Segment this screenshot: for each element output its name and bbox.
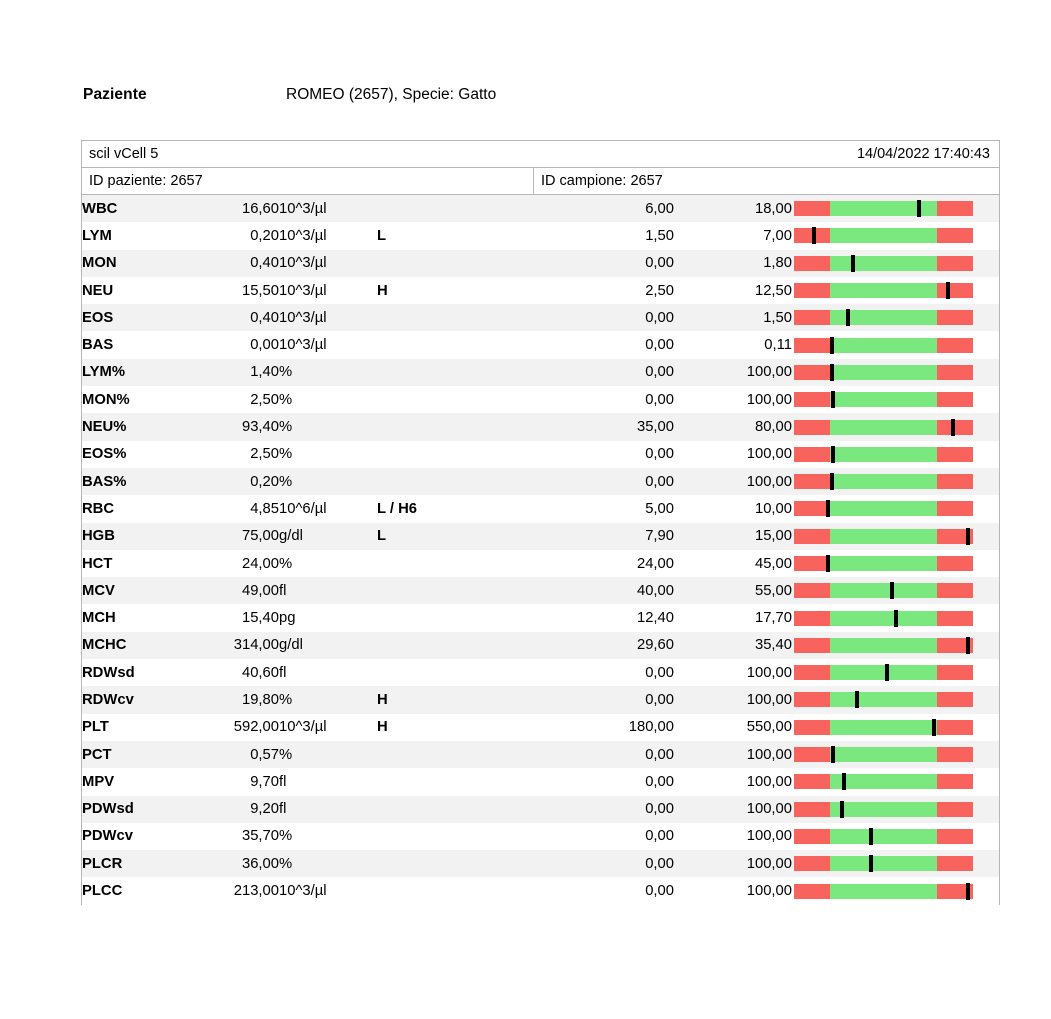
- range-bar: [794, 665, 973, 680]
- range-low: 0,00: [645, 746, 674, 763]
- analyte-value: 314,00: [233, 637, 279, 654]
- range-bar: [794, 692, 973, 707]
- analyte-value: 0,57: [250, 746, 279, 763]
- range-bar-in-range: [830, 611, 937, 626]
- range-bar-in-range: [830, 501, 937, 516]
- range-bar-cell: [792, 604, 999, 631]
- analyte-flag: [377, 441, 512, 468]
- analyte-name: MON%: [82, 391, 130, 408]
- analyte-name: PLT: [82, 719, 109, 736]
- range-bar-marker: [917, 200, 921, 217]
- range-high: 100,00: [746, 473, 792, 490]
- range-bar-in-range: [830, 529, 937, 544]
- range-low: 24,00: [636, 555, 674, 572]
- range-low: 0,00: [645, 446, 674, 463]
- report-meta-row: [82, 141, 999, 168]
- range-low: 0,00: [645, 364, 674, 381]
- analyte-name: NEU: [82, 282, 114, 299]
- range-bar-in-range: [830, 829, 937, 844]
- analyte-unit: pg: [279, 610, 296, 627]
- analyte-name: LYM%: [82, 364, 126, 381]
- analyte-value: 1,40: [250, 364, 279, 381]
- range-bar-marker: [851, 255, 855, 272]
- range-bar-in-range: [830, 747, 937, 762]
- range-high: 100,00: [746, 446, 792, 463]
- table-row: [82, 796, 999, 823]
- table-row: [82, 632, 999, 659]
- range-bar: [794, 720, 973, 735]
- analyzer-report-panel: [81, 140, 1000, 905]
- analyte-value: 35,70: [241, 828, 279, 845]
- analyte-name: HGB: [82, 528, 115, 545]
- analyte-flag: [377, 577, 512, 604]
- analyte-unit: fl: [279, 773, 287, 790]
- sample-id: ID campione: 2657: [541, 172, 663, 189]
- range-bar-cell: [792, 877, 999, 904]
- range-bar-in-range: [830, 556, 937, 571]
- table-row: [82, 304, 999, 331]
- range-bar-cell: [792, 523, 999, 550]
- range-bar-cell: [792, 222, 999, 249]
- analyte-unit: %: [279, 419, 293, 436]
- analyte-flag: L / H6: [377, 500, 418, 517]
- range-bar: [794, 392, 973, 407]
- range-low: 0,00: [645, 801, 674, 818]
- range-bar-marker: [831, 391, 835, 408]
- analyte-name: HCT: [82, 555, 113, 572]
- analyte-name: WBC: [82, 200, 118, 217]
- table-row: [82, 195, 999, 222]
- range-low: 2,50: [645, 282, 674, 299]
- analyte-name: PCT: [82, 746, 112, 763]
- range-high: 100,00: [746, 364, 792, 381]
- range-low: 7,90: [645, 528, 674, 545]
- report-datetime: 14/04/2022 17:40:43: [856, 146, 990, 162]
- range-high: 7,00: [763, 227, 792, 244]
- range-low: 0,00: [645, 664, 674, 681]
- range-bar-marker: [966, 883, 970, 900]
- analyte-unit: fl: [279, 801, 287, 818]
- range-bar-in-range: [830, 283, 937, 298]
- range-high: 100,00: [746, 801, 792, 818]
- analyte-unit: %: [279, 446, 293, 463]
- range-bar-marker: [946, 282, 950, 299]
- range-bar-in-range: [830, 583, 937, 598]
- table-row: [82, 604, 999, 631]
- range-bar-cell: [792, 632, 999, 659]
- analyte-value: 213,00: [233, 883, 279, 900]
- analyte-value: 40,60: [241, 664, 279, 681]
- range-bar-marker: [830, 337, 834, 354]
- analyte-value: 2,50: [250, 391, 279, 408]
- range-bar: [794, 474, 973, 489]
- range-bar-marker: [812, 227, 816, 244]
- table-row: [82, 386, 999, 413]
- range-high: 55,00: [754, 582, 792, 599]
- range-bar: [794, 338, 973, 353]
- table-row: [82, 359, 999, 386]
- range-low: 0,00: [645, 309, 674, 326]
- analyte-value: 2,50: [250, 446, 279, 463]
- analyte-name: MCH: [82, 610, 116, 627]
- range-low: 0,00: [645, 691, 674, 708]
- range-bar-marker: [885, 664, 889, 681]
- analyte-name: NEU%: [82, 419, 127, 436]
- range-bar-cell: [792, 468, 999, 495]
- range-bar-cell: [792, 386, 999, 413]
- range-bar-marker: [966, 637, 970, 654]
- range-bar-marker: [830, 473, 834, 490]
- patient-id: ID paziente: 2657: [82, 168, 534, 195]
- range-bar-in-range: [830, 720, 937, 735]
- analyte-unit: %: [279, 746, 293, 763]
- table-row: [82, 577, 999, 604]
- range-low: 0,00: [645, 473, 674, 490]
- analyte-flag: [377, 632, 512, 659]
- analyte-value: 9,70: [250, 773, 279, 790]
- range-bar-cell: [792, 850, 999, 877]
- analyte-flag: [377, 250, 512, 277]
- range-high: 100,00: [746, 773, 792, 790]
- analyte-name: EOS%: [82, 446, 127, 463]
- analyte-flag: L: [377, 528, 387, 545]
- analyte-flag: [377, 359, 512, 386]
- patient-value: ROMEO (2657), Specie: Gatto: [286, 86, 497, 103]
- range-bar-cell: [792, 331, 999, 358]
- analyte-value: 0,20: [250, 227, 279, 244]
- range-high: 1,50: [763, 309, 792, 326]
- range-bar-cell: [792, 441, 999, 468]
- range-high: 0,11: [764, 337, 792, 354]
- range-bar-in-range: [830, 338, 937, 353]
- range-bar: [794, 884, 973, 899]
- range-high: 550,00: [746, 719, 792, 736]
- range-bar: [794, 201, 973, 216]
- analyte-unit: 10^6/µl: [279, 500, 327, 517]
- analyte-flag: [377, 768, 512, 795]
- analyte-name: BAS: [82, 337, 114, 354]
- range-low: 0,00: [645, 255, 674, 272]
- range-bar-marker: [951, 419, 955, 436]
- results-table: [82, 195, 999, 905]
- analyte-flag: [377, 796, 512, 823]
- range-bar-in-range: [830, 638, 937, 653]
- range-bar-cell: [792, 195, 999, 222]
- table-row: [82, 495, 999, 522]
- analyte-unit: %: [279, 473, 293, 490]
- range-bar: [794, 501, 973, 516]
- range-bar-marker: [831, 446, 835, 463]
- range-low: 6,00: [645, 200, 674, 217]
- range-high: 80,00: [754, 419, 792, 436]
- patient-label: Paziente: [83, 86, 147, 103]
- table-row: [82, 277, 999, 304]
- analyte-flag: [377, 468, 512, 495]
- table-row: [82, 550, 999, 577]
- analyte-value: 49,00: [241, 582, 279, 599]
- range-low: 40,00: [636, 582, 674, 599]
- range-bar-in-range: [830, 256, 937, 271]
- analyte-unit: g/dl: [279, 528, 303, 545]
- range-bar-cell: [792, 714, 999, 741]
- range-bar-in-range: [830, 692, 937, 707]
- range-low: 12,40: [636, 610, 674, 627]
- range-bar-cell: [792, 359, 999, 386]
- analyte-name: RDWsd: [82, 664, 135, 681]
- table-row: [82, 523, 999, 550]
- range-high: 10,00: [754, 500, 792, 517]
- analyte-name: MCV: [82, 582, 115, 599]
- table-row: [82, 250, 999, 277]
- analyte-unit: fl: [279, 664, 287, 681]
- range-bar: [794, 310, 973, 325]
- range-low: 5,00: [645, 500, 674, 517]
- range-bar-in-range: [830, 447, 937, 462]
- analyte-value: 15,40: [241, 610, 279, 627]
- range-bar: [794, 829, 973, 844]
- range-low: 0,00: [645, 391, 674, 408]
- range-high: 100,00: [746, 883, 792, 900]
- analyte-value: 9,20: [250, 801, 279, 818]
- analyte-flag: [377, 386, 512, 413]
- range-bar: [794, 283, 973, 298]
- range-bar: [794, 420, 973, 435]
- range-bar-marker: [826, 555, 830, 572]
- device-name: scil vCell 5: [89, 146, 159, 162]
- analyte-flag: [377, 659, 512, 686]
- range-bar-cell: [792, 304, 999, 331]
- range-bar-cell: [792, 550, 999, 577]
- analyte-name: RDWcv: [82, 691, 134, 708]
- range-high: 45,00: [754, 555, 792, 572]
- range-bar: [794, 556, 973, 571]
- range-bar-in-range: [830, 392, 937, 407]
- range-bar-marker: [890, 582, 894, 599]
- range-bar-cell: [792, 796, 999, 823]
- range-bar-marker: [840, 801, 844, 818]
- analyte-unit: 10^3/µl: [279, 200, 327, 217]
- analyte-flag: [377, 823, 512, 850]
- range-high: 15,00: [754, 528, 792, 545]
- range-bar: [794, 774, 973, 789]
- range-bar: [794, 365, 973, 380]
- analyte-unit: 10^3/µl: [279, 719, 327, 736]
- analyte-value: 93,40: [241, 419, 279, 436]
- range-bar-marker: [826, 500, 830, 517]
- analyte-unit: 10^3/µl: [279, 337, 327, 354]
- range-bar-marker: [894, 610, 898, 627]
- range-bar-in-range: [830, 420, 937, 435]
- table-row: [82, 222, 999, 249]
- range-high: 17,70: [754, 610, 792, 627]
- range-low: 0,00: [645, 337, 674, 354]
- analyte-name: PLCR: [82, 855, 123, 872]
- table-row: [82, 331, 999, 358]
- range-bar-cell: [792, 277, 999, 304]
- range-high: 12,50: [754, 282, 792, 299]
- analyte-flag: [377, 195, 512, 222]
- range-high: 100,00: [746, 391, 792, 408]
- analyte-name: MON: [82, 255, 117, 272]
- analyte-value: 4,85: [250, 500, 279, 517]
- range-bar-cell: [792, 768, 999, 795]
- analyte-value: 15,50: [241, 282, 279, 299]
- analyte-flag: [377, 413, 512, 440]
- range-bar-in-range: [830, 856, 937, 871]
- analyte-name: MPV: [82, 773, 115, 790]
- analyte-unit: 10^3/µl: [279, 309, 327, 326]
- range-bar: [794, 256, 973, 271]
- range-bar-marker: [855, 691, 859, 708]
- range-bar-marker: [831, 746, 835, 763]
- range-high: 100,00: [746, 664, 792, 681]
- range-bar-in-range: [830, 665, 937, 680]
- analyte-value: 0,40: [250, 309, 279, 326]
- analyte-unit: 10^3/µl: [279, 282, 327, 299]
- analyte-unit: %: [279, 691, 293, 708]
- analyte-name: PDWcv: [82, 828, 133, 845]
- range-bar-in-range: [830, 474, 937, 489]
- table-row: [82, 714, 999, 741]
- range-low: 180,00: [628, 719, 674, 736]
- analyte-unit: 10^3/µl: [279, 227, 327, 244]
- analyte-value: 24,00: [241, 555, 279, 572]
- range-bar: [794, 583, 973, 598]
- range-bar: [794, 856, 973, 871]
- analyte-value: 16,60: [241, 200, 279, 217]
- range-bar-cell: [792, 250, 999, 277]
- range-high: 18,00: [754, 200, 792, 217]
- analyte-unit: 10^3/µl: [279, 255, 327, 272]
- analyte-unit: %: [279, 555, 293, 572]
- analyte-value: 0,20: [250, 473, 279, 490]
- table-row: [82, 850, 999, 877]
- range-bar-marker: [830, 364, 834, 381]
- range-low: 0,00: [645, 855, 674, 872]
- analyte-unit: %: [279, 364, 293, 381]
- table-row: [82, 413, 999, 440]
- range-bar-in-range: [830, 228, 937, 243]
- range-bar: [794, 529, 973, 544]
- range-high: 100,00: [746, 855, 792, 872]
- range-bar-marker: [966, 528, 970, 545]
- table-row: [82, 823, 999, 850]
- analyte-value: 75,00: [241, 528, 279, 545]
- range-bar-marker: [842, 773, 846, 790]
- range-low: 1,50: [645, 227, 674, 244]
- analyte-unit: %: [279, 855, 293, 872]
- analyte-flag: [377, 331, 512, 358]
- table-row: [82, 741, 999, 768]
- range-bar-marker: [869, 828, 873, 845]
- range-bar: [794, 228, 973, 243]
- analyte-flag: H: [377, 719, 388, 736]
- range-high: 100,00: [746, 746, 792, 763]
- patient-header: [83, 86, 963, 112]
- range-bar-in-range: [830, 884, 937, 899]
- range-low: 35,00: [636, 419, 674, 436]
- analyte-flag: [377, 604, 512, 631]
- table-row: [82, 686, 999, 713]
- range-bar: [794, 611, 973, 626]
- range-bar-marker: [846, 309, 850, 326]
- analyte-flag: [377, 304, 512, 331]
- range-high: 1,80: [763, 255, 792, 272]
- analyte-value: 592,00: [233, 719, 279, 736]
- analyte-unit: g/dl: [279, 637, 303, 654]
- range-bar-cell: [792, 823, 999, 850]
- analyte-name: RBC: [82, 500, 115, 517]
- range-bar-cell: [792, 741, 999, 768]
- range-bar-in-range: [830, 802, 937, 817]
- range-low: 0,00: [645, 773, 674, 790]
- analyte-value: 0,40: [250, 255, 279, 272]
- range-bar: [794, 802, 973, 817]
- table-row: [82, 768, 999, 795]
- range-bar-in-range: [830, 365, 937, 380]
- analyte-flag: H: [377, 691, 388, 708]
- analyte-flag: [377, 550, 512, 577]
- analyte-name: MCHC: [82, 637, 127, 654]
- report-ids-row: [82, 168, 999, 195]
- analyte-flag: [377, 850, 512, 877]
- range-bar-cell: [792, 686, 999, 713]
- range-high: 100,00: [746, 691, 792, 708]
- table-row: [82, 441, 999, 468]
- range-bar: [794, 747, 973, 762]
- range-bar-cell: [792, 577, 999, 604]
- range-low: 0,00: [645, 828, 674, 845]
- range-low: 29,60: [636, 637, 674, 654]
- analyte-unit: 10^3/µl: [279, 883, 327, 900]
- analyte-unit: %: [279, 828, 293, 845]
- analyte-flag: L: [377, 227, 387, 244]
- analyte-value: 36,00: [241, 855, 279, 872]
- analyte-name: EOS: [82, 309, 114, 326]
- range-bar-cell: [792, 413, 999, 440]
- analyte-flag: [377, 877, 512, 904]
- range-low: 0,00: [645, 883, 674, 900]
- range-bar-marker: [869, 855, 873, 872]
- table-row: [82, 468, 999, 495]
- analyte-value: 19,80: [241, 691, 279, 708]
- range-bar: [794, 638, 973, 653]
- analyte-name: BAS%: [82, 473, 127, 490]
- results-table-body: [82, 195, 999, 905]
- range-bar: [794, 447, 973, 462]
- table-row: [82, 659, 999, 686]
- analyte-name: LYM: [82, 227, 112, 244]
- table-row: [82, 877, 999, 904]
- analyte-name: PLCC: [82, 883, 123, 900]
- range-bar-marker: [932, 719, 936, 736]
- range-high: 100,00: [746, 828, 792, 845]
- analyte-flag: [377, 741, 512, 768]
- range-high: 35,40: [754, 637, 792, 654]
- range-bar-cell: [792, 495, 999, 522]
- analyte-value: 0,00: [250, 337, 279, 354]
- analyte-name: PDWsd: [82, 801, 134, 818]
- analyte-flag: H: [377, 282, 388, 299]
- analyte-unit: %: [279, 391, 293, 408]
- range-bar-cell: [792, 659, 999, 686]
- analyte-unit: fl: [279, 582, 287, 599]
